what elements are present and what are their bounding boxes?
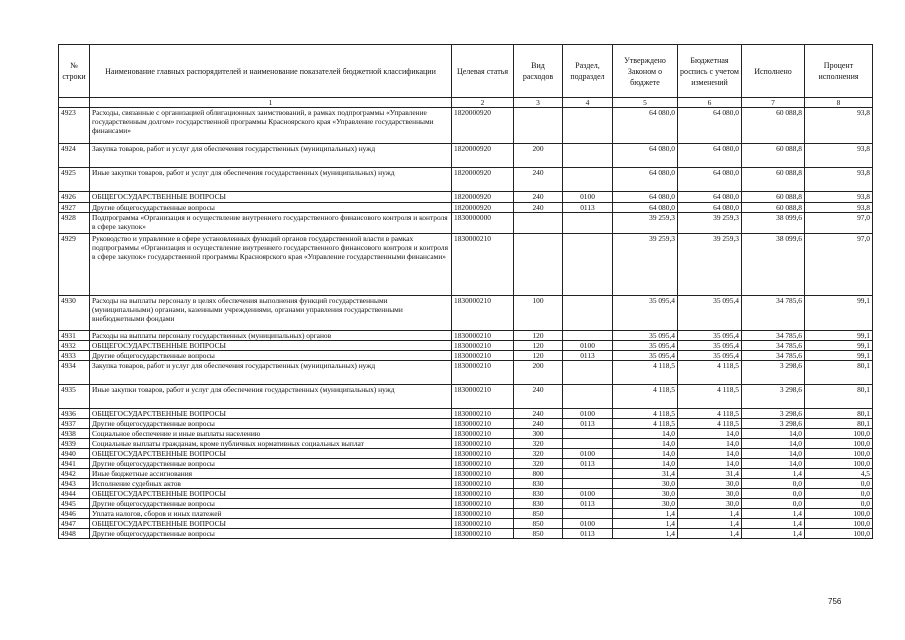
- row-name: Иные закупки товаров, работ и услуг для обеспечения государственных (муниципальных) нужд: [90, 385, 452, 409]
- row-executed: 1,4: [742, 529, 805, 539]
- row-target: 1830000210: [452, 449, 514, 459]
- row-type: 850: [514, 529, 563, 539]
- table-row: [59, 479, 873, 489]
- row-budget: 64 080,0: [678, 203, 742, 213]
- row-name: ОБЩЕГОСУДАРСТВЕННЫЕ ВОПРОСЫ: [90, 449, 452, 459]
- row-approved: 39 259,3: [613, 234, 678, 296]
- row-type: 800: [514, 469, 563, 479]
- row-budget: 64 080,0: [678, 144, 742, 168]
- row-number: 4926: [59, 192, 90, 203]
- row-executed: 14,0: [742, 459, 805, 469]
- row-percent: 80,1: [805, 419, 873, 429]
- row-percent: 93,8: [805, 144, 873, 168]
- row-budget: 4 118,5: [678, 419, 742, 429]
- row-executed: 60 088,8: [742, 168, 805, 192]
- row-name: ОБЩЕГОСУДАРСТВЕННЫЕ ВОПРОСЫ: [90, 192, 452, 203]
- table-row: [59, 108, 873, 144]
- row-number: 4933: [59, 351, 90, 361]
- row-type: 830: [514, 479, 563, 489]
- row-number: 4944: [59, 489, 90, 499]
- row-section: 0113: [563, 459, 613, 469]
- table-row: [59, 361, 873, 385]
- row-type: [514, 108, 563, 144]
- row-executed: 0,0: [742, 499, 805, 509]
- row-approved: 1,4: [613, 509, 678, 519]
- row-name: Другие общегосударственные вопросы: [90, 529, 452, 539]
- row-percent: 80,1: [805, 361, 873, 385]
- row-type: [514, 213, 563, 234]
- row-number: 4932: [59, 341, 90, 351]
- row-approved: 35 095,4: [613, 296, 678, 331]
- row-number: 4931: [59, 331, 90, 341]
- row-approved: 4 118,5: [613, 419, 678, 429]
- row-executed: 0,0: [742, 489, 805, 499]
- row-budget: 4 118,5: [678, 361, 742, 385]
- row-target: 1830000210: [452, 429, 514, 439]
- row-section: 0100: [563, 341, 613, 351]
- row-percent: 99,1: [805, 351, 873, 361]
- row-type: 300: [514, 429, 563, 439]
- row-percent: 100,0: [805, 529, 873, 539]
- row-name: Другие общегосударственные вопросы: [90, 351, 452, 361]
- row-type: 850: [514, 519, 563, 529]
- row-approved: 64 080,0: [613, 144, 678, 168]
- row-number: 4943: [59, 479, 90, 489]
- table-row: [59, 509, 873, 519]
- row-budget: 1,4: [678, 529, 742, 539]
- row-target: 1830000210: [452, 469, 514, 479]
- row-name: ОБЩЕГОСУДАРСТВЕННЫЕ ВОПРОСЫ: [90, 489, 452, 499]
- row-target: 1820000920: [452, 168, 514, 192]
- row-budget: 4 118,5: [678, 409, 742, 419]
- row-approved: 14,0: [613, 439, 678, 449]
- row-name: Подпрограмма «Организация и осуществление внутреннего государственного финансового контроля и контроля в сфере закупок»: [90, 213, 452, 234]
- row-executed: 38 099,6: [742, 213, 805, 234]
- header-row: [59, 45, 873, 98]
- row-section: [563, 144, 613, 168]
- table-row: [59, 529, 873, 539]
- row-budget: 64 080,0: [678, 108, 742, 144]
- col-number: 1: [90, 98, 452, 108]
- row-approved: 4 118,5: [613, 409, 678, 419]
- row-approved: 30,0: [613, 479, 678, 489]
- row-budget: 35 095,4: [678, 296, 742, 331]
- row-name: Расходы на выплаты персоналу в целях обеспечения выполнения функций государственными (муниципальными) органами, казенными учреждениями, органами управления государственными внебюджетными фондами: [90, 296, 452, 331]
- row-executed: 0,0: [742, 479, 805, 489]
- header-executed: Исполнено: [742, 45, 805, 98]
- col-number-spacer: [59, 98, 90, 108]
- row-budget: 35 095,4: [678, 351, 742, 361]
- row-number: 4940: [59, 449, 90, 459]
- row-number: 4929: [59, 234, 90, 296]
- col-number: 2: [452, 98, 514, 108]
- row-section: [563, 213, 613, 234]
- row-number: 4934: [59, 361, 90, 385]
- row-number: 4935: [59, 385, 90, 409]
- row-number: 4948: [59, 529, 90, 539]
- row-type: 120: [514, 351, 563, 361]
- header-target: Целевая статья: [452, 45, 514, 98]
- table-row: [59, 168, 873, 192]
- row-section: [563, 361, 613, 385]
- row-target: 1820000920: [452, 192, 514, 203]
- row-name: ОБЩЕГОСУДАРСТВЕННЫЕ ВОПРОСЫ: [90, 409, 452, 419]
- row-type: 240: [514, 192, 563, 203]
- row-type: 240: [514, 409, 563, 419]
- table-row: [59, 489, 873, 499]
- row-target: 1830000210: [452, 331, 514, 341]
- row-section: 0100: [563, 519, 613, 529]
- row-name: Закупка товаров, работ и услуг для обеспечения государственных (муниципальных) нужд: [90, 361, 452, 385]
- row-executed: 14,0: [742, 439, 805, 449]
- row-section: [563, 296, 613, 331]
- row-percent: 93,8: [805, 192, 873, 203]
- header-percent: Процент исполнения: [805, 45, 873, 98]
- row-percent: 100,0: [805, 459, 873, 469]
- row-executed: 1,4: [742, 519, 805, 529]
- row-budget: 1,4: [678, 509, 742, 519]
- row-approved: 31,4: [613, 469, 678, 479]
- row-percent: 97,0: [805, 234, 873, 296]
- page-number: 756: [828, 597, 842, 606]
- row-number: 4939: [59, 439, 90, 449]
- row-approved: 1,4: [613, 519, 678, 529]
- table-row: [59, 449, 873, 459]
- row-approved: 39 259,3: [613, 213, 678, 234]
- col-number: 8: [805, 98, 873, 108]
- row-approved: 64 080,0: [613, 192, 678, 203]
- row-percent: 80,1: [805, 385, 873, 409]
- row-type: 830: [514, 499, 563, 509]
- row-budget: 30,0: [678, 489, 742, 499]
- table-body: [59, 108, 873, 539]
- row-executed: 14,0: [742, 429, 805, 439]
- row-target: 1830000210: [452, 509, 514, 519]
- row-number: 4930: [59, 296, 90, 331]
- row-approved: 14,0: [613, 459, 678, 469]
- row-section: [563, 469, 613, 479]
- row-percent: 0,0: [805, 479, 873, 489]
- row-approved: 4 118,5: [613, 385, 678, 409]
- row-percent: 0,0: [805, 489, 873, 499]
- row-number: 4924: [59, 144, 90, 168]
- row-target: 1830000000: [452, 213, 514, 234]
- row-number: 4923: [59, 108, 90, 144]
- row-budget: 64 080,0: [678, 192, 742, 203]
- row-name: Другие общегосударственные вопросы: [90, 499, 452, 509]
- row-section: 0113: [563, 529, 613, 539]
- row-executed: 34 785,6: [742, 351, 805, 361]
- row-approved: 64 080,0: [613, 108, 678, 144]
- col-number: 7: [742, 98, 805, 108]
- row-section: 0113: [563, 499, 613, 509]
- col-number: 6: [678, 98, 742, 108]
- table-row: [59, 213, 873, 234]
- header-type: Вид расходов: [514, 45, 563, 98]
- row-name: Социальное обеспечение и иные выплаты населению: [90, 429, 452, 439]
- row-percent: 99,1: [805, 341, 873, 351]
- row-type: 320: [514, 449, 563, 459]
- row-percent: 93,8: [805, 168, 873, 192]
- row-name: Руководство и управление в сфере установленных функций органов государственной власти в рамках подпрограммы «Организация и осуществление внутреннего государственного финансового контроля и контроля в сфере закупок» государственной программы Красноярского края «Управление государственными финансами»: [90, 234, 452, 296]
- row-target: 1830000210: [452, 409, 514, 419]
- row-approved: 35 095,4: [613, 331, 678, 341]
- table-row: [59, 192, 873, 203]
- row-executed: 60 088,8: [742, 108, 805, 144]
- row-name: ОБЩЕГОСУДАРСТВЕННЫЕ ВОПРОСЫ: [90, 519, 452, 529]
- row-target: 1830000210: [452, 489, 514, 499]
- col-number: 5: [613, 98, 678, 108]
- row-number: 4941: [59, 459, 90, 469]
- row-section: 0100: [563, 489, 613, 499]
- row-executed: 3 298,6: [742, 409, 805, 419]
- table-row: [59, 439, 873, 449]
- row-executed: 34 785,6: [742, 341, 805, 351]
- row-name: Расходы, связанные с организацией облигационных заимствований, в рамках подпрограммы «Управление государственным долгом» государственной программы Красноярского края «Управление государственными финансами»: [90, 108, 452, 144]
- row-number: 4937: [59, 419, 90, 429]
- row-number: 4947: [59, 519, 90, 529]
- table-row: [59, 234, 873, 296]
- row-section: 0113: [563, 419, 613, 429]
- table-row: [59, 419, 873, 429]
- row-number: 4928: [59, 213, 90, 234]
- column-numbers-row: [59, 98, 873, 108]
- row-name: Другие общегосударственные вопросы: [90, 459, 452, 469]
- row-budget: 39 259,3: [678, 234, 742, 296]
- row-name: Иные закупки товаров, работ и услуг для обеспечения государственных (муниципальных) нужд: [90, 168, 452, 192]
- row-target: 1820000920: [452, 144, 514, 168]
- row-name: Другие общегосударственные вопросы: [90, 419, 452, 429]
- row-percent: 99,1: [805, 331, 873, 341]
- row-budget: 35 095,4: [678, 341, 742, 351]
- row-name: ОБЩЕГОСУДАРСТВЕННЫЕ ВОПРОСЫ: [90, 341, 452, 351]
- row-name: Иные бюджетные ассигнования: [90, 469, 452, 479]
- row-approved: 35 095,4: [613, 351, 678, 361]
- row-percent: 4,5: [805, 469, 873, 479]
- row-target: 1830000210: [452, 439, 514, 449]
- row-type: 240: [514, 385, 563, 409]
- row-type: 240: [514, 419, 563, 429]
- header-section: Раздел, подраздел: [563, 45, 613, 98]
- row-executed: 1,4: [742, 509, 805, 519]
- row-target: 1830000210: [452, 234, 514, 296]
- row-target: 1820000920: [452, 203, 514, 213]
- row-type: 240: [514, 203, 563, 213]
- row-target: 1830000210: [452, 361, 514, 385]
- row-approved: 35 095,4: [613, 341, 678, 351]
- row-section: [563, 439, 613, 449]
- row-approved: 4 118,5: [613, 361, 678, 385]
- row-approved: 64 080,0: [613, 168, 678, 192]
- row-budget: 30,0: [678, 499, 742, 509]
- row-type: 240: [514, 168, 563, 192]
- row-section: [563, 385, 613, 409]
- table-row: [59, 429, 873, 439]
- row-executed: 3 298,6: [742, 361, 805, 385]
- row-section: 0113: [563, 203, 613, 213]
- row-budget: 14,0: [678, 459, 742, 469]
- row-approved: 30,0: [613, 499, 678, 509]
- row-percent: 99,1: [805, 296, 873, 331]
- row-type: 200: [514, 361, 563, 385]
- header-row-no: № строки: [59, 45, 90, 98]
- row-executed: 3 298,6: [742, 419, 805, 429]
- row-executed: 34 785,6: [742, 296, 805, 331]
- row-budget: 64 080,0: [678, 168, 742, 192]
- table-row: [59, 385, 873, 409]
- row-approved: 1,4: [613, 529, 678, 539]
- row-executed: 3 298,6: [742, 385, 805, 409]
- row-type: 120: [514, 341, 563, 351]
- row-section: 0100: [563, 192, 613, 203]
- row-percent: 97,0: [805, 213, 873, 234]
- row-approved: 14,0: [613, 429, 678, 439]
- row-section: 0100: [563, 409, 613, 419]
- row-number: 4925: [59, 168, 90, 192]
- row-type: [514, 234, 563, 296]
- row-executed: 34 785,6: [742, 331, 805, 341]
- table-row: [59, 351, 873, 361]
- row-percent: 100,0: [805, 449, 873, 459]
- row-name: Закупка товаров, работ и услуг для обеспечения государственных (муниципальных) нужд: [90, 144, 452, 168]
- row-number: 4945: [59, 499, 90, 509]
- row-section: [563, 429, 613, 439]
- row-approved: 14,0: [613, 449, 678, 459]
- budget-table: [58, 44, 873, 539]
- row-number: 4938: [59, 429, 90, 439]
- budget-report-page: [58, 44, 873, 539]
- row-target: 1830000210: [452, 529, 514, 539]
- row-budget: 14,0: [678, 429, 742, 439]
- header-budget: Бюджетная роспись с учетом изменений: [678, 45, 742, 98]
- row-percent: 80,1: [805, 409, 873, 419]
- row-target: 1830000210: [452, 499, 514, 509]
- table-row: [59, 409, 873, 419]
- row-name: Расходы на выплаты персоналу государственных (муниципальных) органов: [90, 331, 452, 341]
- row-percent: 0,0: [805, 499, 873, 509]
- row-number: 4942: [59, 469, 90, 479]
- header-name: Наименование главных распорядителей и наименование показателей бюджетной классификации: [90, 45, 452, 98]
- row-section: [563, 234, 613, 296]
- col-number: 4: [563, 98, 613, 108]
- row-budget: 35 095,4: [678, 331, 742, 341]
- table-row: [59, 203, 873, 213]
- row-budget: 30,0: [678, 479, 742, 489]
- row-budget: 4 118,5: [678, 385, 742, 409]
- row-budget: 14,0: [678, 449, 742, 459]
- row-executed: 60 088,8: [742, 144, 805, 168]
- table-row: [59, 519, 873, 529]
- row-name: Уплата налогов, сборов и иных платежей: [90, 509, 452, 519]
- row-approved: 30,0: [613, 489, 678, 499]
- row-type: 850: [514, 509, 563, 519]
- row-section: 0100: [563, 449, 613, 459]
- row-target: 1830000210: [452, 385, 514, 409]
- row-target: 1830000210: [452, 479, 514, 489]
- row-section: [563, 479, 613, 489]
- row-section: [563, 331, 613, 341]
- row-number: 4927: [59, 203, 90, 213]
- row-executed: 60 088,8: [742, 203, 805, 213]
- row-percent: 100,0: [805, 429, 873, 439]
- table-row: [59, 499, 873, 509]
- row-target: 1830000210: [452, 459, 514, 469]
- row-target: 1830000210: [452, 296, 514, 331]
- header-approved: Утверждено Законом о бюджете: [613, 45, 678, 98]
- row-target: 1830000210: [452, 351, 514, 361]
- row-percent: 93,8: [805, 203, 873, 213]
- row-type: 830: [514, 489, 563, 499]
- row-budget: 39 259,3: [678, 213, 742, 234]
- row-section: [563, 168, 613, 192]
- table-row: [59, 331, 873, 341]
- row-executed: 38 099,6: [742, 234, 805, 296]
- row-number: 4936: [59, 409, 90, 419]
- row-percent: 100,0: [805, 519, 873, 529]
- row-executed: 60 088,8: [742, 192, 805, 203]
- row-budget: 1,4: [678, 519, 742, 529]
- table-row: [59, 144, 873, 168]
- row-percent: 100,0: [805, 439, 873, 449]
- row-executed: 1,4: [742, 469, 805, 479]
- row-name: Исполнение судебных актов: [90, 479, 452, 489]
- table-row: [59, 341, 873, 351]
- row-name: Социальные выплаты гражданам, кроме публичных нормативных социальных выплат: [90, 439, 452, 449]
- row-name: Другие общегосударственные вопросы: [90, 203, 452, 213]
- row-executed: 14,0: [742, 449, 805, 459]
- row-target: 1830000210: [452, 419, 514, 429]
- row-number: 4946: [59, 509, 90, 519]
- row-type: 120: [514, 331, 563, 341]
- row-type: 320: [514, 439, 563, 449]
- row-type: 320: [514, 459, 563, 469]
- row-budget: 14,0: [678, 439, 742, 449]
- row-section: [563, 108, 613, 144]
- table-row: [59, 296, 873, 331]
- row-budget: 31,4: [678, 469, 742, 479]
- row-target: 1830000210: [452, 519, 514, 529]
- row-type: 200: [514, 144, 563, 168]
- row-section: [563, 509, 613, 519]
- row-approved: 64 080,0: [613, 203, 678, 213]
- row-percent: 100,0: [805, 509, 873, 519]
- row-type: 100: [514, 296, 563, 331]
- row-target: 1820000920: [452, 108, 514, 144]
- col-number: 3: [514, 98, 563, 108]
- row-target: 1830000210: [452, 341, 514, 351]
- row-section: 0113: [563, 351, 613, 361]
- table-row: [59, 469, 873, 479]
- table-row: [59, 459, 873, 469]
- row-percent: 93,8: [805, 108, 873, 144]
